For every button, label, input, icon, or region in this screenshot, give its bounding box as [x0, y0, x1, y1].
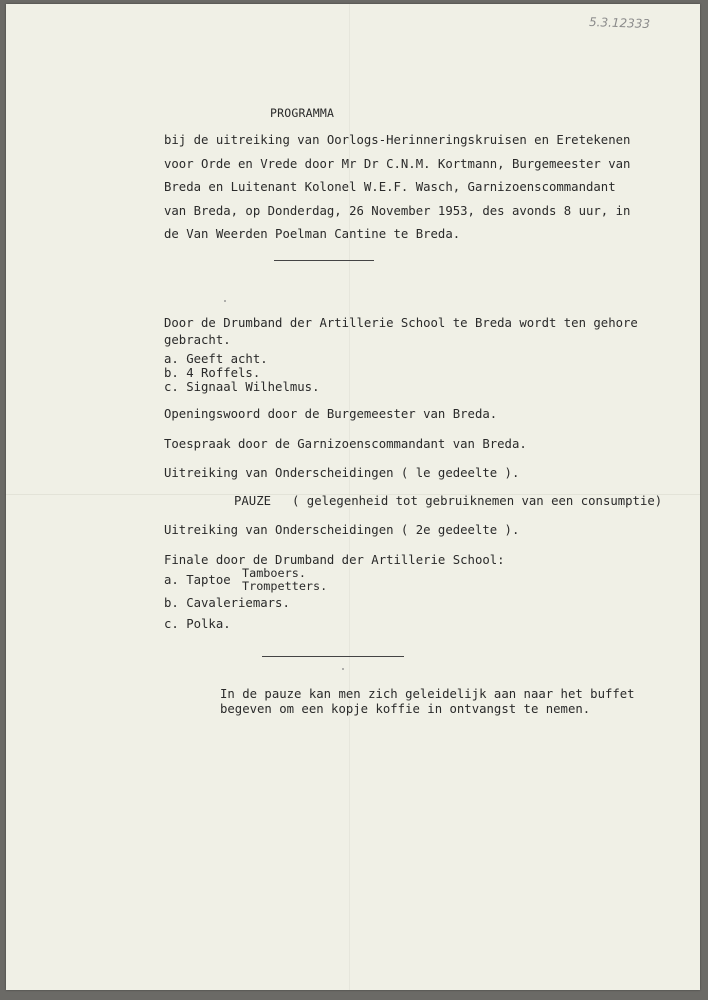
drumband-item: c. Signaal Wilhelmus. [164, 380, 320, 394]
paper-speck [342, 668, 344, 670]
document-page [6, 4, 700, 990]
finale-item-b: b. Cavaleriemars. [164, 596, 290, 610]
intro-line: Breda en Luitenant Kolonel W.E.F. Wasch, Garnizoenscommandant [164, 180, 616, 195]
footer-line: In de pauze kan men zich geleidelijk aan naar het buffet [220, 687, 635, 701]
footer-line: begeven om een kopje koffie in ontvangst te nemen. [220, 702, 591, 716]
page-title: PROGRAMMA [270, 106, 335, 120]
intro-line: van Breda, op Donderdag, 26 November 1953, des avonds 8 uur, in [164, 203, 631, 218]
pauze-note: ( gelegenheid tot gebruiknemen van een consumptie) [292, 494, 663, 508]
programme-item-toespraak: Toespraak door de Garnizoenscommandant van Breda. [164, 437, 527, 451]
paper-speck [224, 300, 226, 302]
pauze-label: PAUZE [234, 494, 272, 508]
divider-rule [262, 656, 404, 657]
finale-heading: Finale door de Drumband der Artillerie School: [164, 553, 505, 567]
intro-line: de Van Weerden Poelman Cantine te Breda. [164, 227, 461, 242]
archive-number: 5.3.12333 [588, 14, 651, 32]
finale-item-c: c. Polka. [164, 617, 231, 631]
drumband-line: Door de Drumband der Artillerie School te Breda wordt ten gehore [164, 316, 638, 330]
drumband-item: a. Geeft acht. [164, 352, 268, 366]
programme-item-uitreiking-1: Uitreiking van Onderscheidingen ( le gedeelte ). [164, 466, 520, 480]
programme-item-uitreiking-2: Uitreiking van Onderscheidingen ( 2e gedeelte ). [164, 523, 520, 537]
intro-line: bij de uitreiking van Oorlogs-Herinneringskruisen en Eretekenen [164, 133, 631, 147]
finale-item-a: a. Taptoe [164, 573, 231, 587]
programme-item-openingswoord: Openingswoord door de Burgemeester van Breda. [164, 407, 498, 421]
finale-item-a-lower: Trompetters. [242, 579, 328, 593]
intro-paragraph [164, 129, 664, 247]
finale-item-a-upper: Tamboers. [242, 566, 306, 580]
divider-rule [274, 260, 374, 261]
intro-line: voor Orde en Vrede door Mr Dr C.N.M. Kortmann, Burgemeester van [164, 156, 631, 171]
drumband-item: b. 4 Roffels. [164, 366, 261, 380]
drumband-line: gebracht. [164, 333, 231, 347]
footer-note [220, 687, 635, 717]
